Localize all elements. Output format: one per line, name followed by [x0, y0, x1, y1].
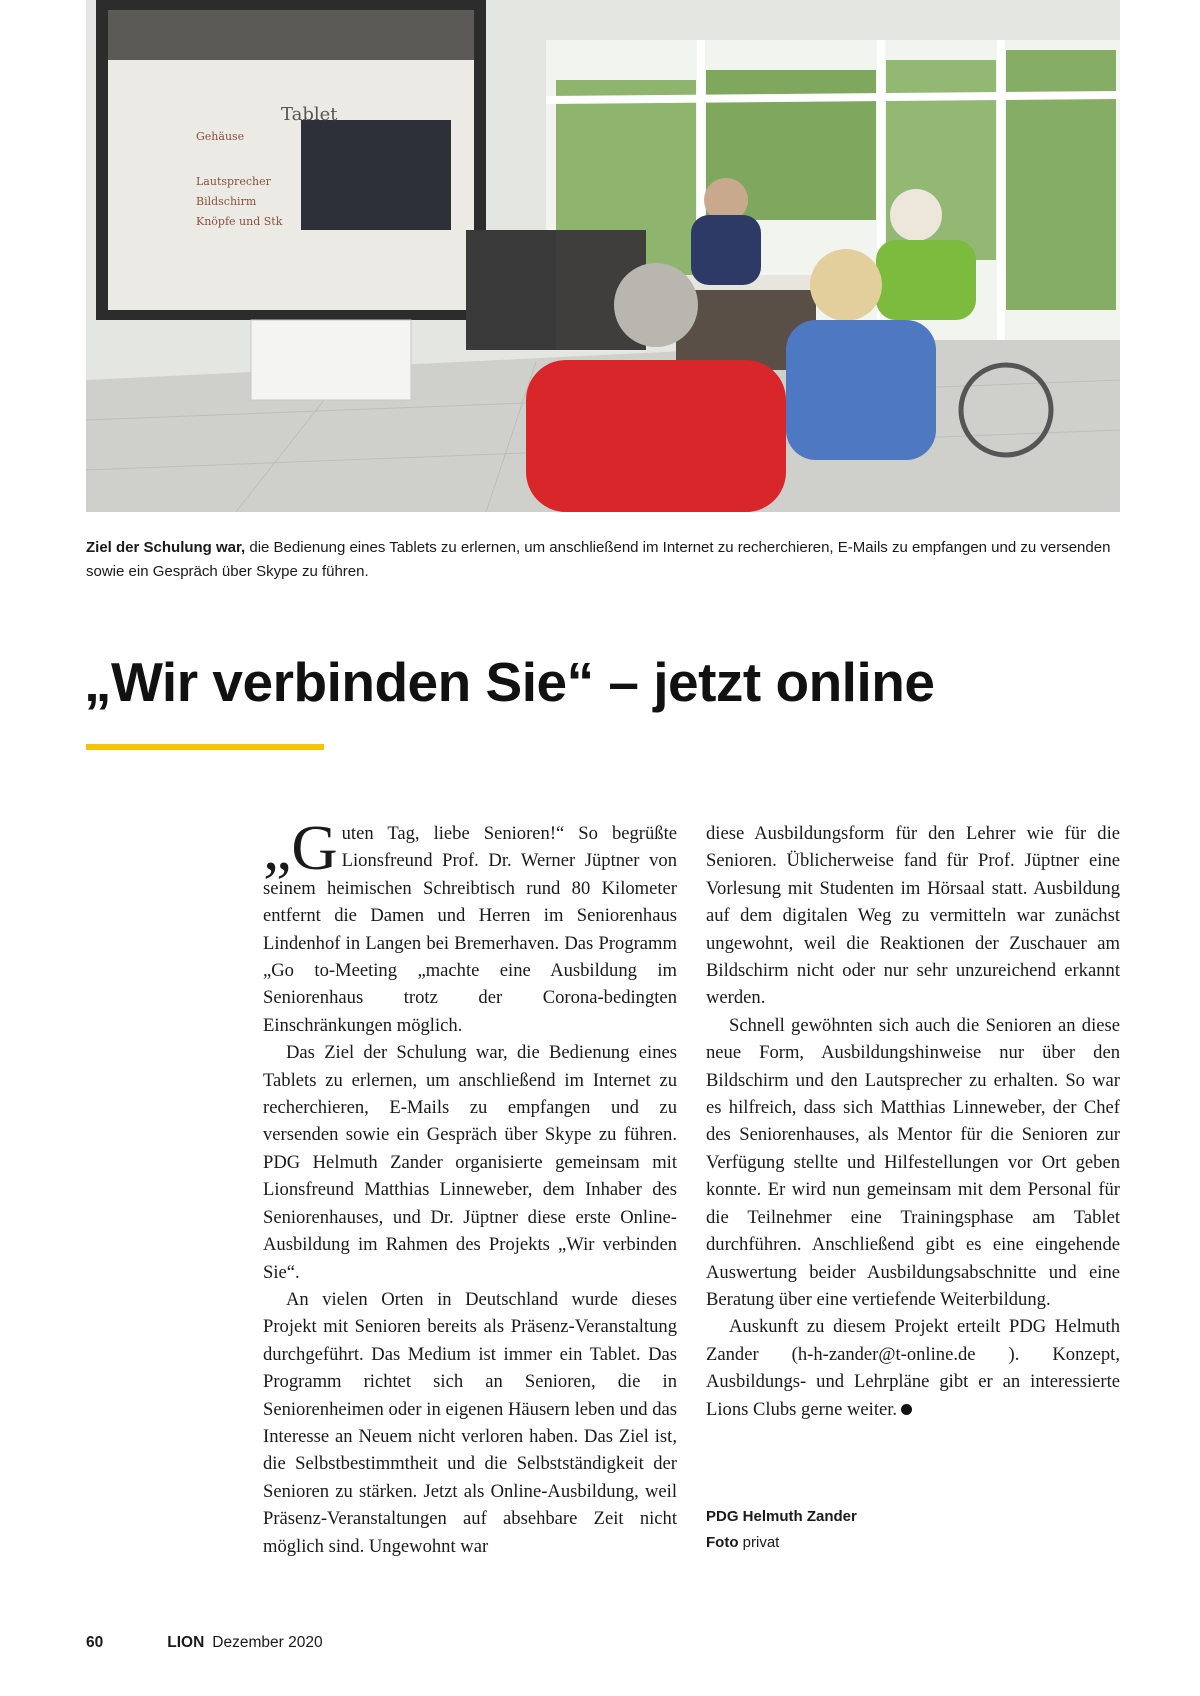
photo-caption [86, 536, 1126, 584]
screen-item-4: Knöpfe und Stk [196, 215, 283, 228]
screen-title: Tablet [281, 104, 338, 125]
article-paragraph: Schnell gewöhnten sich auch die Senioren an diese neue Form, Ausbildungshinweise nur über den Bildschirm und den Lautsprecher zu erhalten. So war es hilfreich, dass sich Matthias Linneweber, der Chef des Seniorenhauses, als Mentor für die Senioren zur Verfügung stellte und Hilfestellungen vor Ort geben konnte. Er wird nun gemeinsam mit dem Personal für die Teilnehmer eine Trainingsphase am Tablet durchführen. Anschließend gibt es eine eingehende Auswertung beider Ausbildungsabschnitte und eine Beratung über eine vertiefende Weiterbildung. [706, 1014, 1120, 1310]
magazine-name: LION [167, 1634, 205, 1651]
screen-item-1: Gehäuse [196, 130, 245, 143]
caption-text: die Bedienung eines Tablets zu erlernen, um anschließend im Internet zu recherchieren, E-Mails zu empfangen und zu versenden sowie ein Gespräch über Skype zu führen. [86, 539, 1111, 580]
article-paragraph [706, 1313, 1120, 1423]
screen-item-3: Bildschirm [196, 195, 257, 208]
drop-cap [263, 812, 338, 883]
article-column-right [706, 820, 1120, 1423]
article-credits [706, 1504, 1126, 1556]
article-column-left [263, 812, 677, 1560]
photo-credit-label: Foto [706, 1534, 739, 1551]
article-paragraph: An vielen Orten in Deutschland wurde dieses Projekt mit Senioren bereits als Präsenz-Veranstaltung durchgeführt. Das Medium ist immer ein Tablet. Das Programm richtet sich an Senioren, die in Seniorenheimen oder in eigenen Häusern leben und das Interesse an Neuem nicht verloren haben. Das Ziel ist, die Selbstbestimmtheit und die Selbstständigkeit der Senioren zu stärken. Jetzt als Online-Ausbildung, weil Präsenz-Veranstaltungen auf absehbare Zeit nicht möglich sind. Ungewohnt war [263, 1288, 677, 1557]
article-paragraph [263, 812, 677, 1039]
screen-item-2: Lautsprecher [196, 175, 271, 188]
page-number: 60 [86, 1634, 104, 1651]
caption-lead: Ziel der Schulung war, [86, 539, 246, 556]
headline-accent-rule [86, 744, 324, 750]
photo-credit-value: privat [738, 1534, 780, 1551]
article-headline: „Wir verbinden Sie“ – jetzt online [84, 651, 935, 713]
issue-date: Dezember 2020 [212, 1634, 323, 1651]
drop-cap-quote: „ [263, 812, 292, 883]
end-of-article-icon [901, 1404, 912, 1415]
article-photo [86, 0, 1120, 512]
paragraph-text: Auskunft zu diesem Projekt erteilt PDG Helmuth Zander (h-h-zander@t-online.de ). Konzept, Ausbildungs- und Lehrpläne gibt er an interessierte Lions Clubs gerne weiter. [706, 1316, 1120, 1420]
page-footer [86, 1634, 323, 1652]
seminar-photo-illustration [86, 0, 1120, 512]
article-paragraph: diese Ausbildungsform für den Lehrer wie für die Senioren. Üblicherweise fand für Prof. Jüptner eine Vorlesung mit Studenten im Hörsaal statt. Ausbildung auf dem digitalen Weg zu vermitteln war zunächst ungewohnt, weil die Reaktionen der Zuschauer am Bildschirm nicht oder nur sehr unzureichend erkannt werden. [706, 823, 1120, 1009]
author-name: PDG Helmuth Zander [706, 1508, 857, 1525]
drop-cap-letter: G [291, 812, 338, 883]
paragraph-text: uten Tag, liebe Senioren!“ So begrüßte Lionsfreund Prof. Dr. Werner Jüptner von seinem heimischen Schreibtisch rund 80 Kilometer entfernt die Damen und Herren im Seniorenhaus Lindenhof in Langen bei Bremerhaven. Das Programm „Go to-Meeting „machte eine Ausbildung im Seniorenhaus trotz der Corona-bedingten Einschränkungen möglich. [263, 823, 677, 1036]
article-paragraph: Das Ziel der Schulung war, die Bedienung eines Tablets zu erlernen, um anschließend im Internet zu recherchieren, E-Mails zu empfangen und zu versenden sowie ein Gespräch über Skype zu führen. PDG Helmuth Zander organisierte gemeinsam mit Lionsfreund Matthias Linneweber, dem Inhaber des Seniorenhauses, und Dr. Jüptner diese erste Online-Ausbildung im Rahmen des Projekts „Wir verbinden Sie“. [263, 1042, 677, 1283]
